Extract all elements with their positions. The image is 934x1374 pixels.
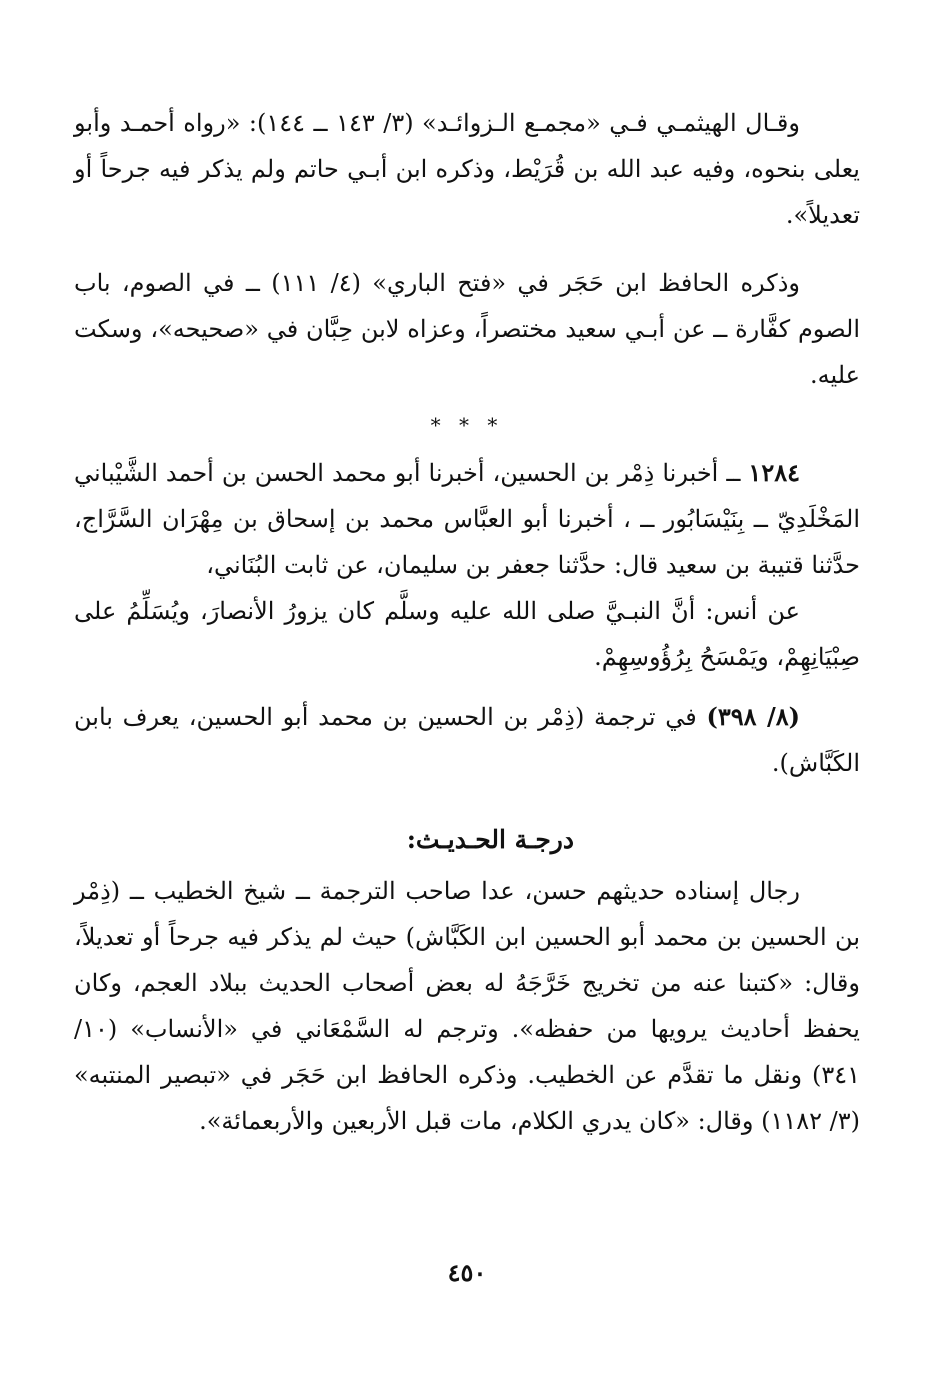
hadith-takhrij [74, 694, 860, 786]
takhrij-reference: (٨/ ٣٩٨) [706, 702, 800, 731]
paragraph-ibn-hajar: وذكره الحافظ ابن حَجَر في «فتح الباري» (٤/ ١١١) ــ في الصوم، باب الصوم كفَّارة ــ عن أبـي سعيد مختصراً، وعزاه لابن حِبَّان في «صحيحه»، وسكت عليه. [74, 269, 860, 389]
hadith-matn: عن أنس: أنَّ النبـيَّ صلى الله عليه وسلَّم كان يزورُ الأنصارَ، ويُسَلِّمُ على صِبْيَانِهِمْ، ويَمْسَحُ بِرُؤُوسِهِمْ. [74, 597, 860, 671]
hadith-isnad [74, 450, 860, 588]
book-page [74, 100, 860, 1300]
hadith-isnad-text: ــ أخبرنا ذِمْر بن الحسين، أخبرنا أبو محمد الحسن بن أحمد الشَّيْباني المَخْلَدِيّ ــ بِنَيْسَابُور ــ ، أخبرنا أبو العبَّاس محمد بن إسحاق بن مِهْرَان السَّرَّاج، حدَّثنا قتيبة بن سعيد قال: حدَّثنا جعفر بن سليمان، عن ثابت البُنَاني، [74, 459, 861, 579]
grading-heading: درجـة الحـديـث: [406, 825, 574, 854]
hadith-number: ١٢٨٤ [748, 458, 800, 487]
page-number: ٤٥٠ [447, 1258, 487, 1287]
grading-text: رجال إسناده حديثهم حسن، عدا صاحب الترجمة ــ شيخ الخطيب ــ (ذِمْر بن الحسين بن محمد أبو الحسين ابن الكَبَّاش) حيث لم يذكر فيه جرحاً أو تعديلاً، وقال: «كتبنا عنه من تخريج خَرَّجَهُ له بعض أصحاب الحديث ببلاد العجم، وكان يحفظ أحاديث يرويها من حفظه». وترجم له السَّمْعَاني في «الأنساب» (١٠/ ٣٤١) ونقل ما تقدَّم عن الخطيب. وذكره الحافظ ابن حَجَر في «تبصير المنتبه» (٣/ ١١٨٢) وقال: «كان يدري الكلام، مات قبل الأربعين والأربعمائة». [74, 877, 860, 1135]
takhrij-text: في ترجمة (ذِمْر بن الحسين بن محمد أبو الحسين، يعرف بابن الكَبَّاش). [74, 703, 860, 777]
paragraph-haythami: وقـال الهيثمـي فـي «مجمـع الـزوائـد» (٣/ ١٤٣ ــ ١٤٤): «رواه أحمـد وأبو يعلى بنحوه، وفيه عبد الله بن قُرَيْط، وذكره ابن أبـي حاتم ولم يذكر فيه جرحاً أو تعديلاً». [74, 109, 860, 229]
section-separator: * * * [430, 413, 504, 437]
